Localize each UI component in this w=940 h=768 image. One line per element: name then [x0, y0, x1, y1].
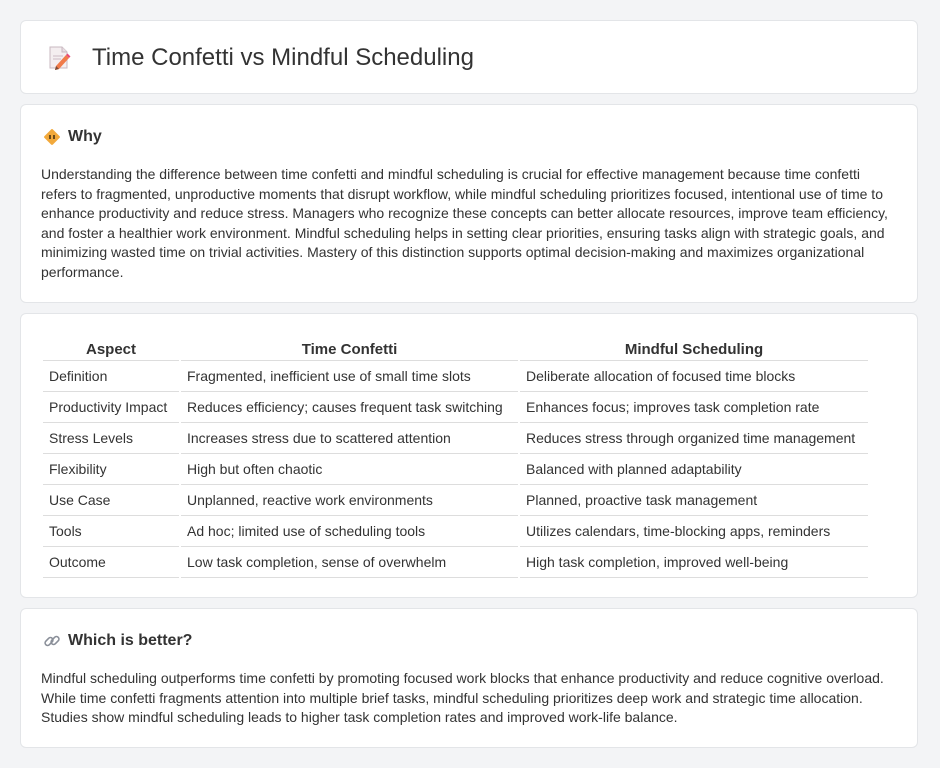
- cell-aspect: Definition: [43, 361, 179, 392]
- why-heading: [43, 128, 102, 146]
- cell-aspect: Flexibility: [43, 454, 179, 485]
- header-time-confetti: Time Confetti: [181, 335, 518, 361]
- table-row: [43, 516, 868, 547]
- cell-aspect: Outcome: [43, 547, 179, 578]
- which-better-title: Which is better?: [68, 632, 193, 649]
- cell-time-confetti: Low task completion, sense of overwhelm: [181, 547, 518, 578]
- why-text: Understanding the difference between time confetti and mindful scheduling is crucial for effective management because time confetti refers to fragmented, unproductive moments that disrupt workflow, while mindful scheduling prioritizes focused, intentional use of time to enhance productivity and reduce stress. Managers who recognize these concepts can better allocate resources, improve team efficiency, and foster a healthier work environment. Mindful scheduling helps in setting clear priorities, ensuring tasks align with strategic goals, and minimizing wasted time on trivial activities. Mastery of this distinction supports optimal decision-making and maximizes organizational performance.: [41, 166, 888, 280]
- cell-aspect: Tools: [43, 516, 179, 547]
- cell-aspect: Stress Levels: [43, 423, 179, 454]
- table-row: [43, 485, 868, 516]
- cell-time-confetti: Unplanned, reactive work environments: [181, 485, 518, 516]
- cell-time-confetti: Ad hoc; limited use of scheduling tools: [181, 516, 518, 547]
- table-row: [43, 423, 868, 454]
- cell-mindful-scheduling: Reduces stress through organized time management: [520, 423, 868, 454]
- document-pencil-icon: [47, 44, 71, 72]
- cell-mindful-scheduling: Enhances focus; improves task completion rate: [520, 392, 868, 423]
- cell-mindful-scheduling: Planned, proactive task management: [520, 485, 868, 516]
- which-better-heading: [43, 632, 192, 650]
- comparison-table: [41, 335, 870, 578]
- table-header-row: [43, 335, 868, 361]
- diamond-sign-icon: [43, 128, 61, 146]
- why-section: [20, 104, 918, 303]
- page-title: Time Confetti vs Mindful Scheduling: [92, 44, 474, 71]
- cell-time-confetti: Increases stress due to scattered attention: [181, 423, 518, 454]
- cell-mindful-scheduling: High task completion, improved well-being: [520, 547, 868, 578]
- cell-time-confetti: High but often chaotic: [181, 454, 518, 485]
- header-mindful-scheduling: Mindful Scheduling: [520, 335, 868, 361]
- which-better-section: [20, 608, 918, 748]
- comparison-section: [20, 313, 918, 598]
- cell-aspect: Productivity Impact: [43, 392, 179, 423]
- which-better-text: Mindful scheduling outperforms time confetti by promoting focused work blocks that enhance productivity and reduce cognitive overload. While time confetti fragments attention into multiple brief tasks, mindful scheduling prioritizes deep work and strategic time allocation. Studies show mindful scheduling leads to higher task completion rates and improved work-life balance.: [41, 670, 884, 725]
- link-icon: [43, 632, 61, 650]
- table-row: [43, 392, 868, 423]
- title-card: [20, 20, 918, 94]
- cell-aspect: Use Case: [43, 485, 179, 516]
- cell-mindful-scheduling: Deliberate allocation of focused time blocks: [520, 361, 868, 392]
- table-row: [43, 454, 868, 485]
- cell-time-confetti: Fragmented, inefficient use of small time slots: [181, 361, 518, 392]
- table-row: [43, 547, 868, 578]
- cell-time-confetti: Reduces efficiency; causes frequent task switching: [181, 392, 518, 423]
- title-row: [47, 43, 474, 73]
- why-title: Why: [68, 128, 102, 145]
- cell-mindful-scheduling: Balanced with planned adaptability: [520, 454, 868, 485]
- table-row: [43, 361, 868, 392]
- cell-mindful-scheduling: Utilizes calendars, time-blocking apps, reminders: [520, 516, 868, 547]
- header-aspect: Aspect: [43, 335, 179, 361]
